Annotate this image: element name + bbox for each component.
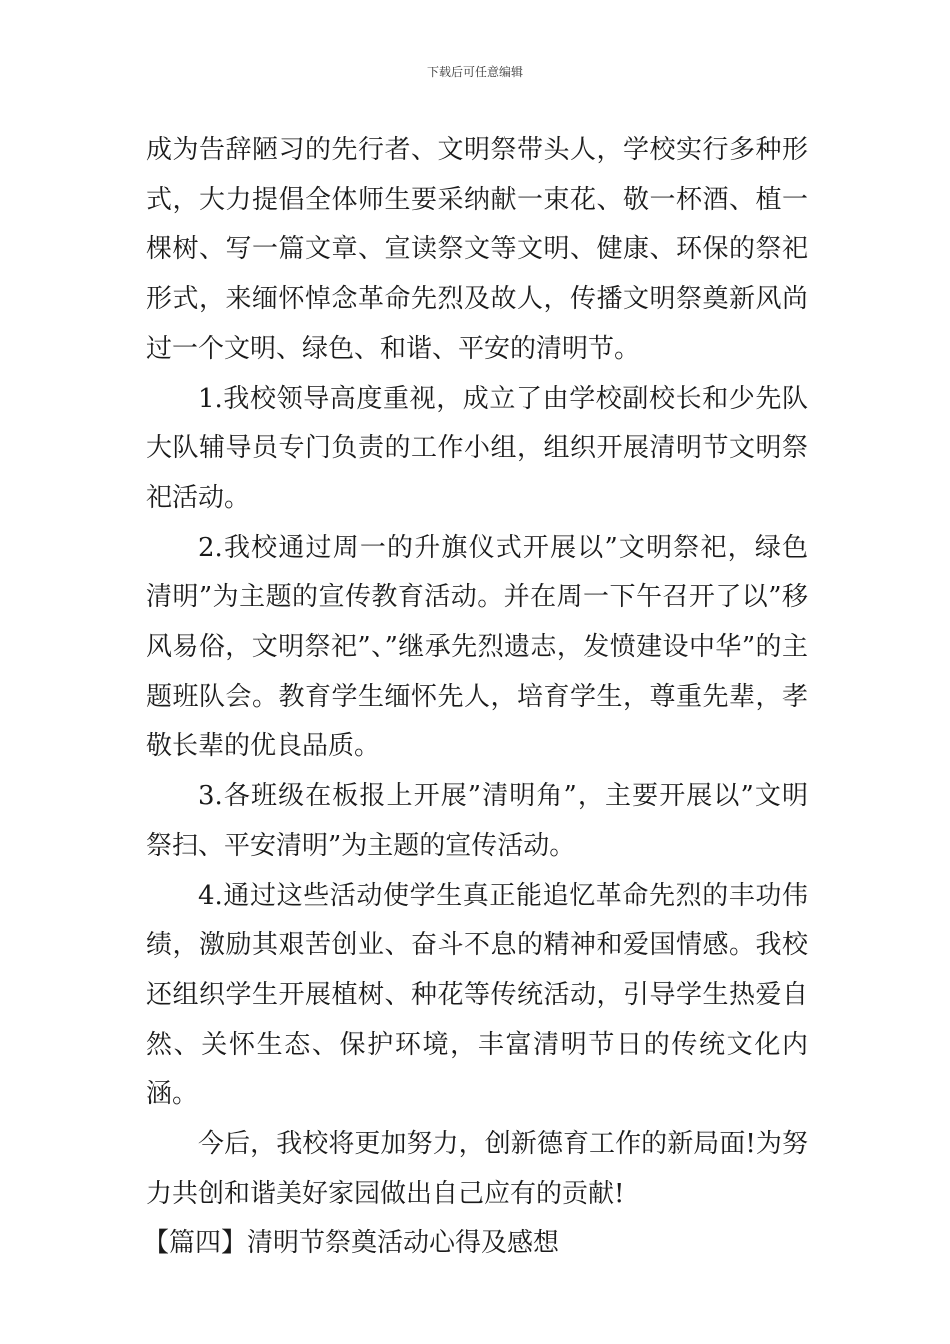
document-body: [143, 126, 808, 1269]
paragraph-conclusion: 今后，我校将更加努力，创新德育工作的新局面!为努力共创和谐美好家园做出自己应有的贡献!: [146, 1129, 808, 1209]
paragraph-item-3: 3.各班级在板报上开展”清明角”，主要开展以”文明祭扫、平安清明”为主题的宣传活动。: [146, 781, 808, 861]
paragraph-item-1: 1.我校领导高度重视，成立了由学校副校长和少先队大队辅导员专门负责的工作小组，组织开展清明节文明祭祀活动。: [146, 383, 808, 513]
paragraph-continuation: 成为告辞陋习的先行者、文明祭带头人，学校实行多种形式，大力提倡全体师生要采纳献一束花、敬一杯酒、植一棵树、写一篇文章、宣读祭文等文明、健康、环保的祭祀形式，来缅怀悼念革命先烈及故人，传播文明祭奠新风尚过一个文明、绿色、和谐、平安的清明节。: [146, 135, 808, 364]
paragraph-item-4: 4.通过这些活动使学生真正能追忆革命先烈的丰功伟绩，激励其艰苦创业、奋斗不息的精神和爱国情感。我校还组织学生开展植树、种花等传统活动，引导学生热爱自然、关怀生态、保护环境，丰富清明节日的传统文化内涵。: [146, 880, 808, 1110]
paragraph-item-2: 2.我校通过周一的升旗仪式开展以”文明祭祀，绿色清明”为主题的宣传教育活动。并在周一下午召开了以”移风易俗，文明祭祀”、”继承先烈遗志，发愤建设中华”的主题班队会。教育学生缅怀先人，培育学生，尊重先辈，孝敬长辈的优良品质。: [146, 532, 808, 762]
page-header: 下载后可任意编辑: [426, 65, 523, 79]
section-heading: 【篇四】清明节祭奠活动心得及感想: [143, 1228, 560, 1259]
